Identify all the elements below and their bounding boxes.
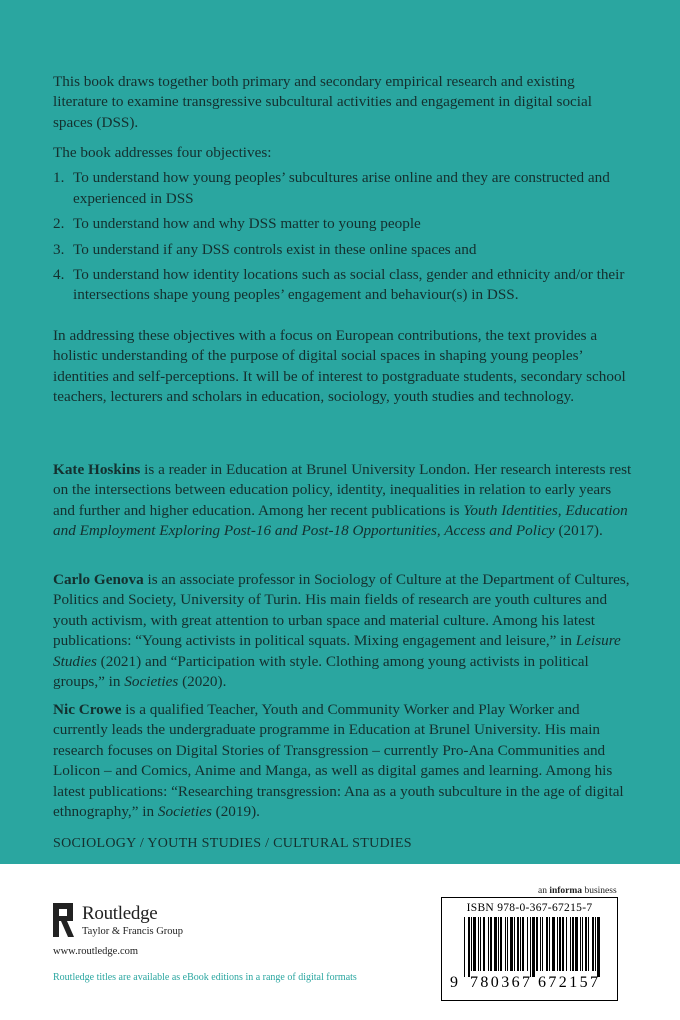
barcode-bar [517, 917, 519, 971]
objectives-section [53, 143, 633, 306]
barcode-bar [562, 917, 564, 971]
barcode-bar [566, 917, 567, 971]
summary-paragraph: In addressing these objectives with a focus on European contributions, the text provides a holistic understanding of the purpose of digital social spaces in shaping young peoples’ identities and self-perceptions. It will be of interest to postgraduate students, secondary school teachers, lecturers and scholars in education, sociology, youth studies and technology. [53, 327, 626, 406]
objectives-lead: The book addresses four objectives: [53, 144, 272, 161]
barcode-bar [585, 917, 587, 971]
barcode-bar [546, 917, 548, 971]
barcode-bar [498, 917, 499, 971]
barcode-right-digits: 672157 [538, 974, 601, 991]
barcode-bar [500, 917, 502, 971]
barcode-bar [532, 917, 535, 977]
barcode-bar [582, 917, 583, 971]
barcode-bar [549, 917, 550, 971]
book-title: Youth Identities, Education and Employment Exploring Post-16 and Post-18 Opportunities, Access and Policy [53, 501, 628, 540]
author-name: Carlo Genova [53, 571, 144, 588]
publisher-group: Taylor & Francis Group [82, 926, 184, 937]
barcode-bar [507, 917, 508, 971]
barcode-bar [540, 917, 541, 971]
author-bio-genova: Carlo Genova is an associate professor in Sociology of Culture at the Department of Cultures, Politics and Society, University of Turin. His main fields of research are youth cultures and youth activism, with great attention to urban space and material culture. Among his latest publications: “Young activists in political squats. Mixing engagement and leisure,” in Leisure Studies (2021) and “Participation with style. Clothing among young activists in political groups,” in Societies (2020). [53, 571, 630, 691]
barcode-bar [464, 917, 465, 977]
barcode-bar [575, 917, 578, 971]
routledge-logo-icon [53, 903, 74, 937]
barcode-bar [468, 917, 470, 977]
barcode-bar [473, 917, 476, 971]
isbn-barcode [441, 897, 618, 1001]
barcode-bar [494, 917, 497, 971]
barcode-bar [588, 917, 589, 971]
barcode-bar [483, 917, 485, 971]
barcode-bars [442, 917, 617, 977]
objective-item: 3. To understand if any DSS controls exist in these online spaces and [53, 240, 477, 258]
barcode-bar [490, 917, 492, 971]
barcode-bar [595, 917, 596, 971]
barcode-bar [536, 917, 538, 971]
informa-business: an informa business [538, 886, 617, 896]
journal-title: Societies [124, 673, 179, 691]
barcode-bar [592, 917, 594, 971]
barcode-bar [552, 917, 555, 971]
barcode-bar [520, 917, 521, 971]
isbn-number: ISBN 978-0-367-67215-7 [466, 902, 593, 914]
barcode-bar [580, 917, 581, 971]
author-name: Nic Crowe [53, 701, 122, 718]
barcode-bar [557, 917, 558, 971]
author-name: Kate Hoskins [53, 461, 141, 478]
objective-item: 1. To understand how young peoples’ subcultures arise online and they are constructed and experienced in DSS [53, 169, 610, 207]
barcode-bar [542, 917, 543, 971]
barcode-bar [530, 917, 531, 977]
barcode-bar [597, 917, 600, 977]
author-bio-crowe: Nic Crowe is a qualified Teacher, Youth and Community Worker and Play Worker and currently leads the undergraduate programme in Education at Brunel University. His main research focuses on Digital Stories of Transgression – currently Pro-Ana Communities and Lolicon – and Comics, Anime and Manga, as well as digital games and learning. Among his latest publications: “Researching transgression: Ana as a youth subculture in the age of digital ethnography,” in Societies (2019). [53, 701, 624, 821]
barcode-left-digits: 780367 [470, 974, 533, 991]
journal-title: Leisure Studies [53, 632, 621, 670]
barcode-bar [527, 917, 528, 971]
barcode-bar [570, 917, 571, 971]
publisher-name: Routledge [82, 903, 158, 924]
barcode-bar [572, 917, 574, 971]
intro-paragraph: This book draws together both primary and secondary empirical research and existing literature to examine transgressive subcultural activities and engagement in digital social spaces (DSS). [53, 73, 592, 131]
barcode-bar [510, 917, 513, 971]
informa-brand: informa [549, 886, 583, 896]
barcode-bar [488, 917, 489, 971]
publisher-url[interactable]: www.routledge.com [53, 946, 139, 957]
barcode-bar [505, 917, 506, 971]
barcode-bar [471, 917, 472, 971]
barcode-lead-digit: 9 [450, 974, 458, 991]
barcode-bar [480, 917, 481, 971]
barcode-bar [522, 917, 524, 971]
journal-title: Societies [157, 803, 212, 821]
author-bio-hoskins: Kate Hoskins is a reader in Education at Brunel University London. Her research interests rest on the intersections between education policy, identity, inequalities in relation to early years and further and higher education. Among her recent publications is Youth Identities, Education and Employment Exploring Post-16 and Post-18 Opportunities, Access and Policy (2017). [53, 461, 632, 540]
objective-item: 4. To understand how identity locations such as social class, gender and ethnicity and/or their intersections shape young peoples’ engagement and behaviour(s) in DSS. [53, 266, 625, 304]
barcode-digits [442, 974, 617, 996]
barcode-bar [514, 917, 515, 971]
ebook-note: Routledge titles are available as eBook editions in a range of digital formats [53, 972, 357, 983]
subject-categories: SOCIOLOGY / YOUTH STUDIES / CULTURAL STUDIES [53, 836, 412, 851]
barcode-bar [478, 917, 479, 971]
objectives-list [53, 168, 633, 305]
objective-item: 2. To understand how and why DSS matter to young people [53, 215, 421, 233]
barcode-bar [559, 917, 561, 971]
